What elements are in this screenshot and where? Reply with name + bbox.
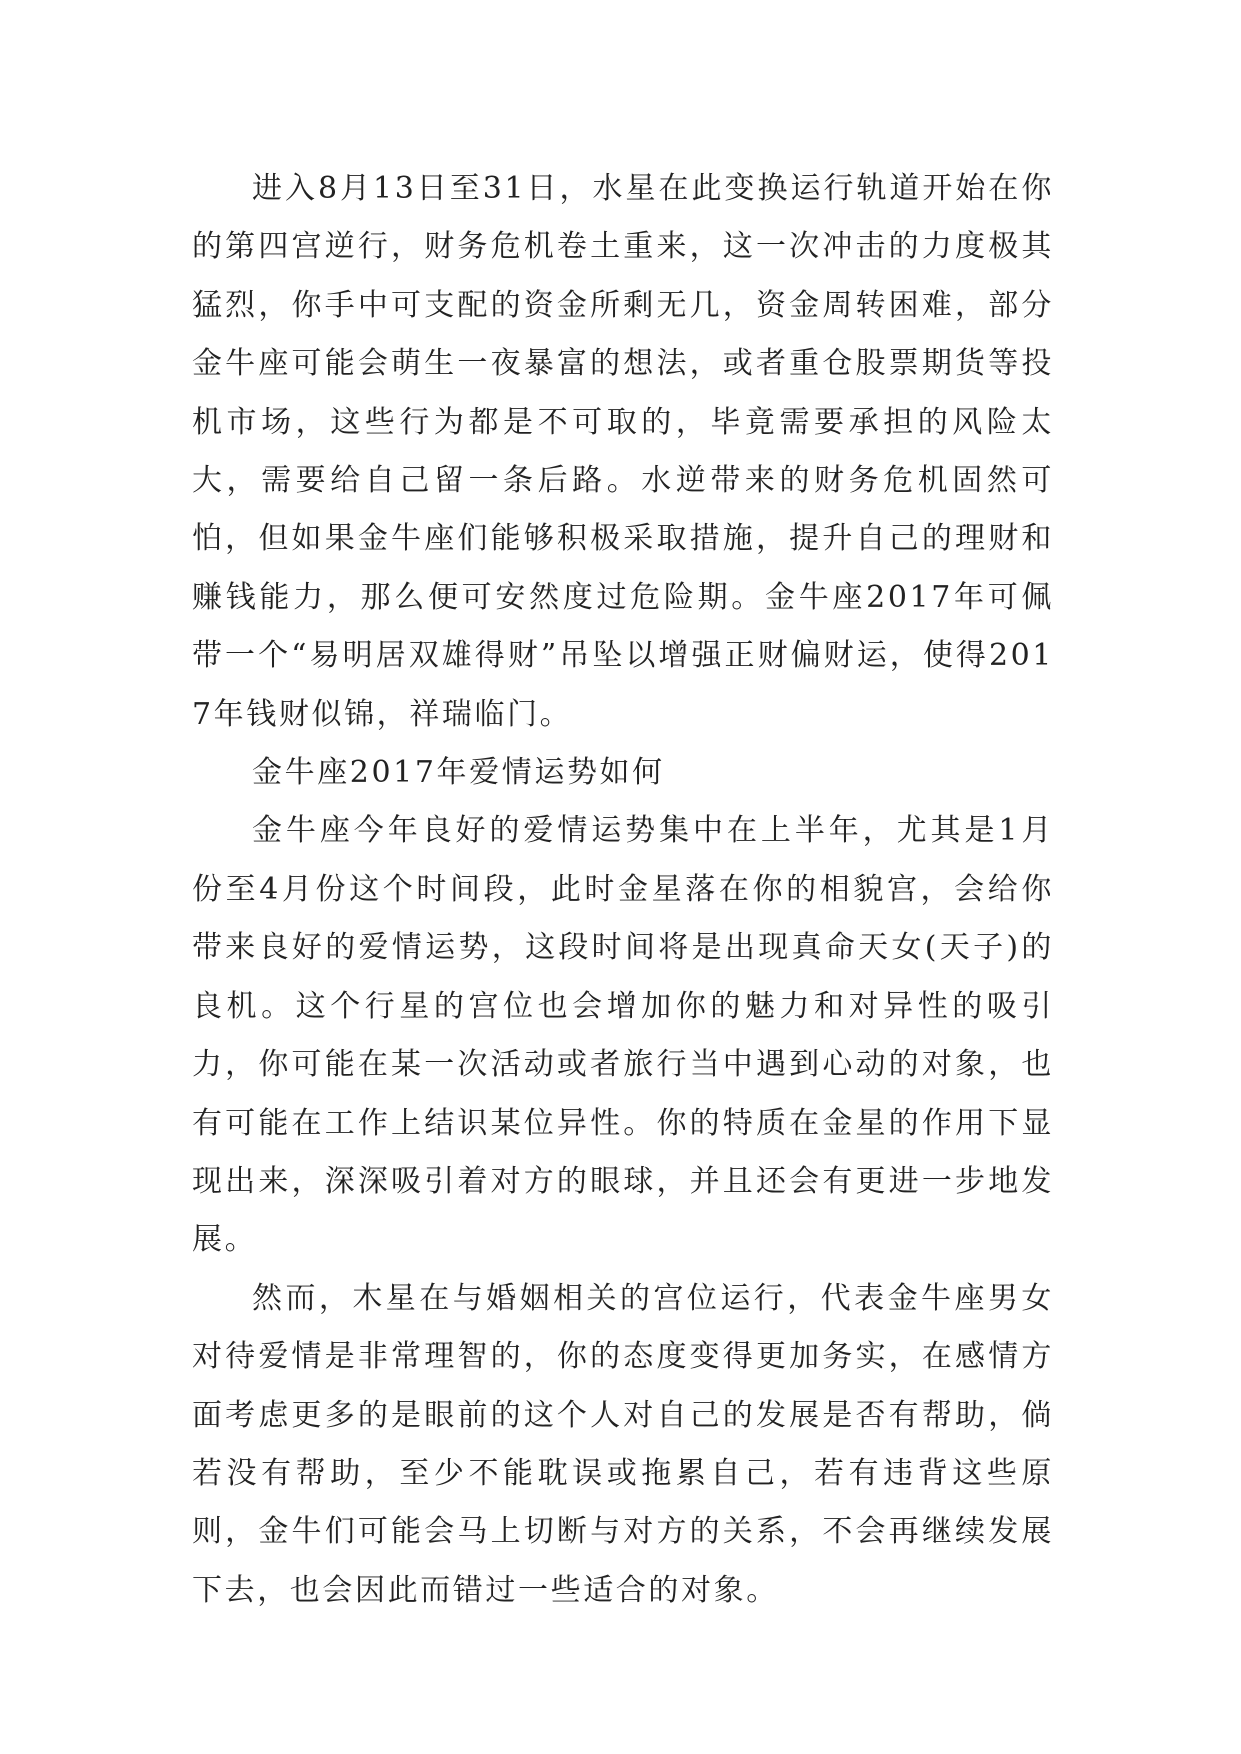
paragraph-love-jupiter: 然而，木星在与婚姻相关的宫位运行，代表金牛座男女对待爱情是非常理智的，你的态度变得更加务实，在感情方面考虑更多的是眼前的这个人对自己的发展是否有帮助，倘若没有帮助，至少不能耽误或拖累自己，若有违背这些原则，金牛们可能会马上切断与对方的关系，不会再继续发展下去，也会因此而错过一些适合的对象。 <box>192 1280 1054 1608</box>
section-heading-love: 金牛座2017年爱情运势如何 <box>252 755 665 791</box>
paragraph-love-first-half: 金牛座今年良好的爱情运势集中在上半年，尤其是1月份至4月份这个时间段，此时金星落在你的相貌宫，会给你带来良好的爱情运势，这段时间将是出现真命天女(天子)的良机。这个行星的宫位也会增加你的魅力和对异性的吸引力，你可能在某一次活动或者旅行当中遇到心动的对象，也有可能在工作上结识某位异性。你的特质在金星的作用下显现出来，深深吸引着对方的眼球，并且还会有更进一步地发展。 <box>192 813 1054 1258</box>
document-body <box>192 160 1054 1620</box>
paragraph-finance: 进入8月13日至31日，水星在此变换运行轨道开始在你的第四宫逆行，财务危机卷土重来，这一次冲击的力度极其猛烈，你手中可支配的资金所剩无几，资金周转困难，部分金牛座可能会萌生一夜暴富的想法，或者重仓股票期货等投机市场，这些行为都是不可取的，毕竟需要承担的风险太大，需要给自己留一条后路。水逆带来的财务危机固然可怕，但如果金牛座们能够积极采取措施，提升自己的理财和赚钱能力，那么便可安然度过危险期。金牛座2017年可佩带一个“易明居双雄得财”吊坠以增强正财偏财运，使得2017年钱财似锦，祥瑞临门。 <box>192 171 1054 732</box>
